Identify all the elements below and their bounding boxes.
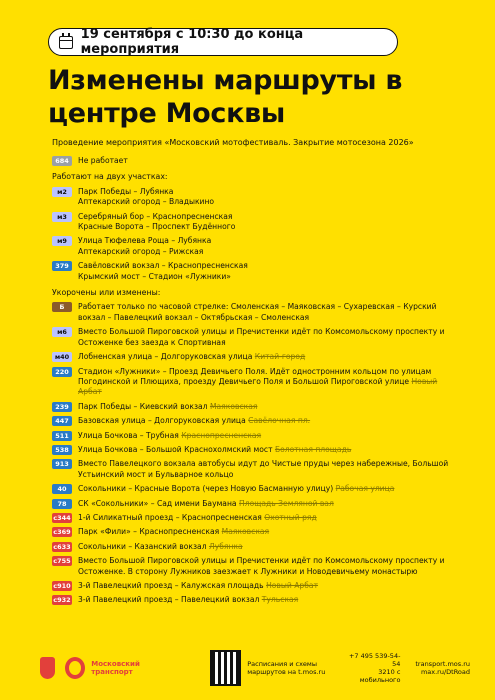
route-text xyxy=(78,459,462,480)
cancelled-stop: Маяковская xyxy=(221,527,270,537)
route-number: 239 xyxy=(52,402,72,412)
route-description: Вместо Большой Пироговской улицы и Пречистенки идёт по Комсомольскому проспекту и Остоженке. В сторону Лужников заезжает к Лужники и Новодевичьему монастырю xyxy=(78,556,445,576)
route-row xyxy=(52,445,462,455)
route-row xyxy=(52,527,462,537)
route-description: Сокольники – Казанский вокзал xyxy=(78,541,207,551)
route-number: 511 xyxy=(52,431,72,441)
cancelled-stop: Площадь Земляной вал xyxy=(239,498,334,508)
route-text xyxy=(78,499,462,509)
route-description: 3-й Павелецкий проезд – Павелецкий вокзал xyxy=(78,595,260,605)
route-text xyxy=(78,402,462,412)
route-text xyxy=(78,556,462,577)
route-number: 379 xyxy=(52,261,72,271)
route-number: 913 xyxy=(52,459,72,469)
route-description: Парк «Фили» – Краснопресненская xyxy=(78,527,220,537)
route-text xyxy=(78,542,462,552)
route-segment-1: Улица Тюфелева Роща – Лубянка xyxy=(78,236,212,246)
section-heading: Укорочены или изменены: xyxy=(52,288,161,298)
phone-mobile: 3210 с мобильного xyxy=(359,668,401,684)
route-row xyxy=(52,367,462,398)
event-description: Проведение мероприятия «Московский мотофестиваль. Закрытие мотосезона 2026» xyxy=(52,138,414,147)
cancelled-stop: Рабочая улица xyxy=(335,484,395,494)
route-text xyxy=(78,302,462,323)
changed-list xyxy=(52,302,462,605)
route-text xyxy=(78,212,462,233)
route-description: 3-й Павелецкий проезд – Калужская площадь xyxy=(78,581,264,590)
cancelled-stop: Лубянка xyxy=(208,541,243,551)
cancelled-stop: Маяковская xyxy=(209,401,258,411)
route-row xyxy=(52,459,462,480)
route-number: м6 xyxy=(52,327,72,337)
route-description: Улица Бочкова – Большой Краснохолмский мост xyxy=(78,444,273,454)
route-description: Сокольники – Красные Ворота (через Новую Басманную улицу) xyxy=(78,484,334,494)
route-description: СК «Сокольники» – Сад имени Баумана xyxy=(78,498,237,508)
route-row xyxy=(52,402,462,412)
page-title: Изменены маршруты в центре Москвы xyxy=(48,65,403,129)
route-row xyxy=(52,542,462,552)
footer xyxy=(40,648,470,688)
route-number: 40 xyxy=(52,484,72,494)
route-text: Не работает xyxy=(78,156,128,165)
route-row xyxy=(52,352,462,362)
route-text xyxy=(78,595,462,605)
brand-name: Московский транспорт xyxy=(91,660,140,676)
route-description: Вместо Павелецкого вокзала автобусы идут до Чистые пруды через набережные, Большой Устьинский мост и Бульварное кольцо xyxy=(78,459,449,479)
route-number: с344 xyxy=(53,513,71,522)
cancelled-stop: Охотный ряд xyxy=(264,512,317,522)
route-number: м3 xyxy=(52,212,72,222)
route-text xyxy=(78,581,462,591)
qr-caption: Расписания и схемы маршрутов на t.mos.ru xyxy=(247,660,326,676)
route-description: Улица Бочкова – Трубная xyxy=(78,430,179,440)
route-number: 538 xyxy=(52,445,72,455)
route-segment-1: Парк Победы – Лубянка xyxy=(78,186,174,196)
route-segment-2: Крымский мост – Стадион «Лужники» xyxy=(78,271,231,281)
route-segment-2: Аптекарский огород – Владыкино xyxy=(78,197,215,207)
route-text xyxy=(78,416,462,426)
route-row xyxy=(52,513,462,523)
cancelled-stop: Болотная площадь xyxy=(274,444,352,454)
route-segment-2: Аптекарский огород – Рижская xyxy=(78,246,204,256)
transport-logo-icon xyxy=(65,657,85,679)
route-text xyxy=(78,367,462,398)
route-description: Вместо Большой Пироговской улицы и Пречистенки идёт по Комсомольскому проспекту и Остоженке без заезда к Спортивная xyxy=(78,327,445,347)
route-number: с755 xyxy=(53,557,71,566)
route-description: Стадион «Лужники» – Проезд Девичьего Поля. Идёт одностронним кольцом по улицам Погодинской и Плющиха, проезду Девичьего Поля и Большой Пироговской улице xyxy=(78,366,432,386)
route-row xyxy=(52,212,462,233)
route-text xyxy=(78,445,462,455)
route-description: 1-й Силикатный проезд – Краснопресненская xyxy=(78,512,262,522)
route-text xyxy=(78,484,462,494)
route-row xyxy=(52,416,462,426)
route-number: 78 xyxy=(52,499,72,509)
route-row xyxy=(52,156,462,166)
route-row xyxy=(52,261,462,282)
route-description: Лобненская улица – Долгоруковская улица xyxy=(78,352,253,362)
section-heading: Работают на двух участках: xyxy=(52,172,168,182)
route-row xyxy=(52,302,462,323)
cancelled-stop: Китай-город xyxy=(254,352,306,362)
route-text xyxy=(78,431,462,441)
route-number: Б xyxy=(52,302,72,312)
route-segment-1: Серебряный бор – Краснопресненская xyxy=(78,211,233,221)
route-row xyxy=(52,187,462,208)
two-sections-list xyxy=(52,187,462,282)
route-description: Парк Победы – Киевский вокзал xyxy=(78,401,208,411)
qr-code[interactable] xyxy=(210,650,241,686)
route-number: 684 xyxy=(52,156,72,166)
route-number: м40 xyxy=(52,352,72,362)
date-text: 19 сентября с 10:30 до конца мероприятия xyxy=(80,27,304,57)
route-row xyxy=(52,595,462,605)
cancelled-stop: Савёлочная пл. xyxy=(248,416,311,426)
cancelled-stop: Новый Арбат xyxy=(78,376,438,397)
route-row xyxy=(52,327,462,348)
route-segment-2: Красные Ворота – Проспект Будённого xyxy=(78,222,236,232)
route-row xyxy=(52,236,462,257)
route-number: с369 xyxy=(53,528,71,537)
calendar-icon xyxy=(59,36,73,49)
cancelled-stop: Тульская xyxy=(261,595,299,605)
cancelled-stop: Новый Арбат xyxy=(266,581,319,590)
route-number: с910 xyxy=(53,582,71,590)
route-text xyxy=(78,327,462,348)
phone-number: +7 495 539-54-54 xyxy=(348,652,401,668)
route-description: Работает только по часовой стрелке: Смоленская – Маяковская – Сухаревская – Курский вокзал – Павелецкий вокзал – Октябрьская – Смоленская xyxy=(78,302,437,322)
route-number: с932 xyxy=(53,596,71,605)
route-number: с633 xyxy=(53,542,71,551)
cancelled-stop: Краснопресненская xyxy=(181,430,262,440)
route-row xyxy=(52,431,462,441)
route-description: Базовская улица – Долгоруковская улица xyxy=(78,416,246,426)
routes-content xyxy=(52,156,462,610)
route-row xyxy=(52,581,462,591)
phone-block xyxy=(341,652,401,684)
route-number: 447 xyxy=(52,416,72,426)
route-number: 220 xyxy=(52,367,72,377)
moscow-crest-icon xyxy=(40,657,55,679)
route-number: м9 xyxy=(52,236,72,246)
route-number: м2 xyxy=(52,187,72,197)
route-row xyxy=(52,484,462,494)
route-text xyxy=(78,236,462,257)
route-row xyxy=(52,556,462,577)
route-text xyxy=(78,527,462,537)
route-text xyxy=(78,187,462,208)
route-row xyxy=(52,499,462,509)
site-link-2[interactable]: max.ru/DtRoad xyxy=(420,668,471,676)
route-text xyxy=(78,352,462,362)
date-banner xyxy=(48,28,398,56)
route-segment-1: Савёловский вокзал – Краснопресненская xyxy=(78,261,248,271)
route-text xyxy=(78,261,462,282)
route-text xyxy=(78,513,462,523)
site-block xyxy=(410,660,470,676)
site-link[interactable]: transport.mos.ru xyxy=(415,660,471,668)
